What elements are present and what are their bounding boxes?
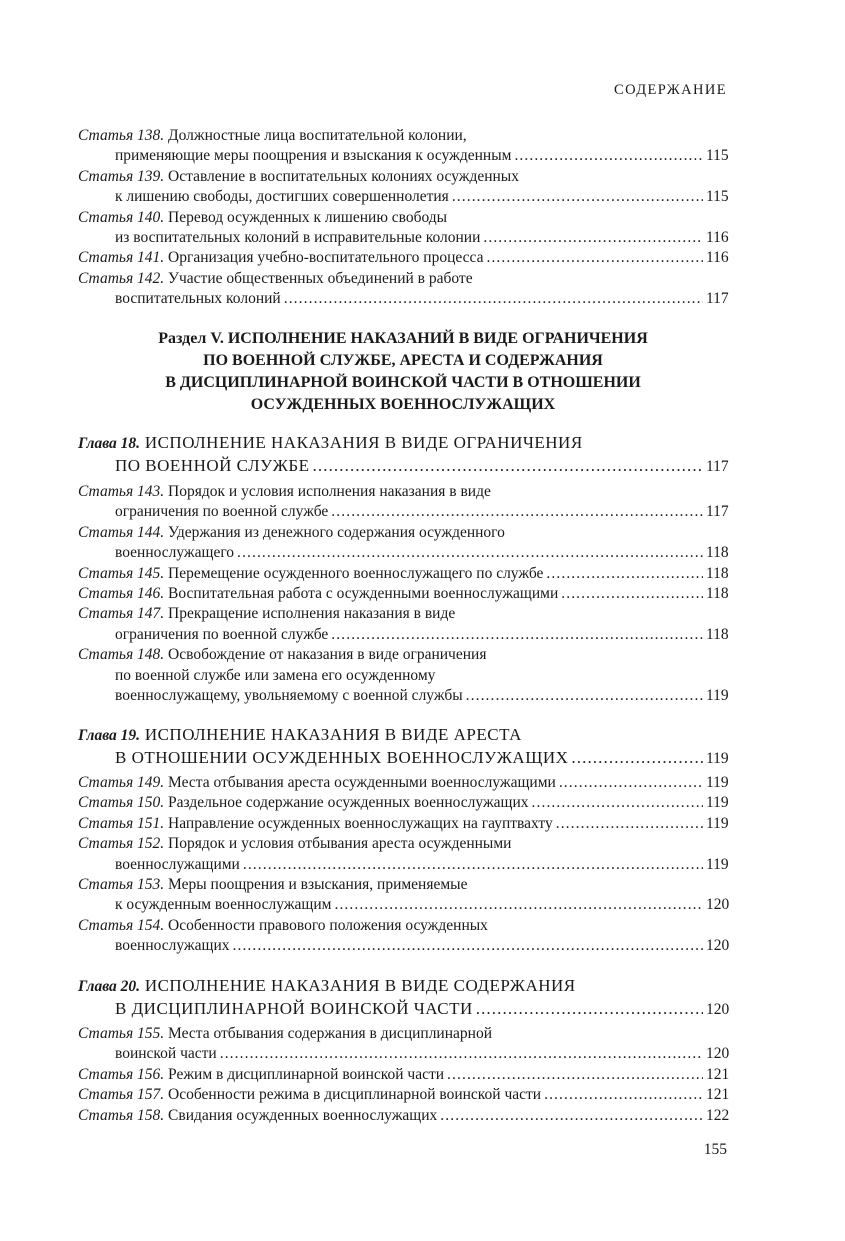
dot-leader [334, 895, 703, 915]
dot-leader [559, 773, 703, 793]
toc-block-articles-138-142 [78, 126, 728, 310]
dot-leader [544, 1085, 703, 1105]
dot-leader [561, 584, 703, 604]
page-ref: 118 [706, 544, 729, 562]
chapter-entry [78, 432, 728, 477]
dot-leader [233, 936, 704, 956]
chapter-title-cont: В ОТНОШЕНИИ ОСУЖДЕННЫХ ВОЕННОСЛУЖАЩИХ [115, 747, 569, 767]
dot-leader [571, 747, 703, 769]
dot-leader [313, 455, 703, 477]
page-ref: 118 [706, 625, 729, 643]
page-ref: 118 [706, 585, 729, 603]
page-ref: 117 [706, 457, 729, 475]
dot-leader [556, 814, 703, 834]
dot-leader [514, 146, 703, 166]
toc-entry [78, 875, 728, 916]
toc-entry [78, 167, 728, 208]
dot-leader [452, 187, 703, 207]
article-title: Удержания из денежного содержания осужденного [168, 523, 505, 541]
article-title: Места отбывания содержания в дисциплинарной [168, 1025, 492, 1042]
article-label: Статья 144. [78, 523, 165, 541]
chapter-label: Глава 19. [78, 727, 141, 744]
chapter-title-cont: ПО ВОЕННОЙ СЛУЖБЕ [115, 455, 310, 475]
article-title: Раздельное содержание осужденных военнослужащих [168, 794, 529, 812]
article-title-cont: к осужденным военнослужащим [115, 896, 332, 914]
toc-entry [78, 645, 728, 706]
article-title-cont: ограничения по военной службе [115, 625, 329, 643]
article-label: Статья 141. [78, 249, 165, 267]
chapter-title: ИСПОЛНЕНИЕ НАКАЗАНИЯ В ВИДЕ СОДЕРЖАНИЯ [144, 976, 576, 995]
dot-leader [546, 564, 703, 584]
toc-entry [78, 1106, 728, 1126]
article-label: Статья 143. [78, 483, 165, 500]
article-title: Направление осужденных военнослужащих на гауптвахту [168, 814, 553, 832]
page-ref: 120 [706, 1000, 730, 1018]
article-title-cont: военнослужащему, увольняемому с военной службы [115, 687, 463, 705]
page-ref: 118 [706, 564, 729, 582]
article-title: Особенности правового положения осужденных [168, 916, 488, 934]
dot-leader [532, 793, 703, 813]
page-ref: 119 [706, 774, 729, 791]
article-label: Статья 138. [78, 127, 165, 144]
article-title: Освобождение от наказания в виде ограничения [168, 646, 487, 664]
article-title: Перемещение осужденного военнослужащего по службе [168, 564, 544, 582]
chapter-title-cont: В ДИСЦИПЛИНАРНОЙ ВОИНСКОЙ ЧАСТИ [115, 998, 473, 1018]
article-label: Статья 150. [78, 794, 165, 812]
article-label: Статья 145. [78, 564, 165, 582]
toc-entry [78, 793, 728, 813]
article-label: Статья 147. [78, 605, 165, 623]
toc-chapter-18 [78, 432, 728, 477]
section-heading-line: ПО ВОЕННОЙ СЛУЖБЕ, АРЕСТА И СОДЕРЖАНИЯ [203, 352, 603, 369]
toc-entry [78, 564, 728, 584]
article-title: Места отбывания ареста осужденными военнослужащими [168, 774, 556, 791]
article-title-cont: к лишению свободы, достигших совершеннолетия [115, 188, 449, 206]
page-ref: 117 [706, 290, 729, 308]
page-ref: 121 [706, 1086, 730, 1104]
page-ref: 116 [706, 229, 729, 247]
article-title: Порядок и условия исполнения наказания в виде [168, 483, 491, 500]
article-title: Свидания осужденных военнослужащих [168, 1106, 438, 1124]
page-ref: 115 [706, 147, 729, 165]
article-label: Статья 148. [78, 646, 165, 664]
page-ref: 119 [706, 749, 729, 767]
toc-entry [78, 834, 728, 875]
article-title: Порядок и условия отбывания ареста осужденными [168, 835, 512, 853]
dot-leader [220, 1044, 703, 1064]
toc-entry [78, 269, 728, 310]
article-label: Статья 151. [78, 814, 165, 832]
dot-leader [447, 1065, 703, 1085]
article-title-cont: применяющие меры поощрения и взыскания к осужденным [115, 147, 512, 165]
running-head: СОДЕРЖАНИЕ [614, 82, 727, 98]
toc-entry [78, 916, 728, 957]
toc-chapter-19 [78, 724, 728, 769]
article-title: Особенности режима в дисциплинарной воинской части [168, 1086, 542, 1104]
article-title: Организация учебно-воспитательного процесса [168, 249, 484, 267]
article-label: Статья 142. [78, 269, 165, 287]
page-ref: 122 [706, 1106, 730, 1124]
article-label: Статья 156. [78, 1065, 165, 1083]
chapter-title: ИСПОЛНЕНИЕ НАКАЗАНИЯ В ВИДЕ ОГРАНИЧЕНИЯ [144, 433, 583, 452]
article-title: Режим в дисциплинарной воинской части [168, 1065, 445, 1083]
toc-entry [78, 126, 728, 167]
toc-entry [78, 208, 728, 249]
article-title-cont: воспитательных колоний [115, 290, 281, 308]
toc-entry [78, 1024, 728, 1065]
page-ref: 119 [706, 814, 729, 832]
dot-leader [284, 289, 703, 309]
page-ref: 119 [706, 794, 729, 812]
chapter-label: Глава 18. [78, 435, 141, 452]
article-title-cont: по военной службе или замена его осужденному [115, 666, 436, 684]
article-title: Перевод осужденных к лишению свободы [168, 208, 448, 226]
dot-leader [331, 625, 703, 645]
dot-leader [476, 998, 703, 1020]
article-title: Меры поощрения и взыскания, применяемые [168, 876, 468, 894]
article-title: Прекращение исполнения наказания в виде [168, 605, 456, 623]
section-heading-line: ОСУЖДЕННЫХ ВОЕННОСЛУЖАЩИХ [250, 396, 556, 413]
page-ref: 119 [706, 687, 729, 705]
article-label: Статья 139. [78, 167, 165, 185]
article-label: Статья 155. [78, 1025, 165, 1042]
toc-chapter-20-articles [78, 1024, 728, 1126]
dot-leader [331, 502, 703, 522]
article-label: Статья 149. [78, 774, 165, 791]
dot-leader [237, 543, 703, 563]
toc-entry [78, 604, 728, 645]
toc-chapter-19-articles [78, 773, 728, 957]
article-title-cont: воинской части [115, 1045, 217, 1063]
article-title: Оставление в воспитательных колониях осужденных [168, 167, 519, 185]
chapter-label: Глава 20. [78, 978, 141, 995]
dot-leader [243, 855, 703, 875]
page-ref: 117 [706, 503, 729, 521]
chapter-title: ИСПОЛНЕНИЕ НАКАЗАНИЯ В ВИДЕ АРЕСТА [144, 725, 522, 744]
article-label: Статья 157. [78, 1086, 165, 1104]
page-ref: 120 [706, 937, 730, 955]
toc-entry [78, 584, 728, 604]
toc-chapter-18-articles [78, 482, 728, 706]
page-number: 155 [703, 1141, 727, 1158]
toc-entry [78, 1065, 728, 1085]
dot-leader [483, 228, 703, 248]
article-title-cont: ограничения по военной службе [115, 503, 329, 521]
chapter-entry [78, 975, 728, 1020]
article-title-cont: военнослужащими [115, 855, 240, 873]
article-title: Должностные лица воспитательной колонии, [168, 127, 467, 144]
toc-entry [78, 482, 728, 523]
toc-entry [78, 523, 728, 564]
article-title: Воспитательная работа с осужденными военнослужащими [168, 585, 559, 603]
section-heading-line: Раздел V. ИСПОЛНЕНИЕ НАКАЗАНИЙ В ВИДЕ ОГРАНИЧЕНИЯ [158, 330, 648, 347]
page-ref: 115 [706, 188, 729, 206]
toc-entry [78, 248, 728, 268]
page-ref: 120 [706, 896, 730, 914]
dot-leader [466, 686, 703, 706]
toc-chapter-20 [78, 975, 728, 1020]
article-title-cont: из воспитательных колоний в исправительные колонии [115, 229, 481, 247]
article-label: Статья 158. [78, 1106, 165, 1124]
article-label: Статья 146. [78, 585, 165, 603]
article-label: Статья 152. [78, 835, 165, 853]
article-title-cont: военнослужащего [115, 544, 235, 562]
article-title-cont: военнослужащих [115, 937, 230, 955]
toc-entry [78, 814, 728, 834]
page-ref: 119 [706, 855, 729, 873]
article-label: Статья 140. [78, 208, 165, 226]
section-heading [78, 328, 728, 416]
article-label: Статья 154. [78, 916, 165, 934]
dot-leader [486, 248, 703, 268]
section-heading-line: В ДИСЦИПЛИНАРНОЙ ВОИНСКОЙ ЧАСТИ В ОТНОШЕНИИ [165, 374, 641, 391]
toc-entry [78, 1085, 728, 1105]
page-ref: 116 [706, 249, 729, 267]
dot-leader [440, 1106, 703, 1126]
article-label: Статья 153. [78, 876, 165, 894]
toc-entry [78, 773, 728, 793]
article-title: Участие общественных объединений в работе [168, 269, 473, 287]
page-ref: 120 [706, 1045, 730, 1063]
page-ref: 121 [706, 1065, 730, 1083]
chapter-entry [78, 724, 728, 769]
